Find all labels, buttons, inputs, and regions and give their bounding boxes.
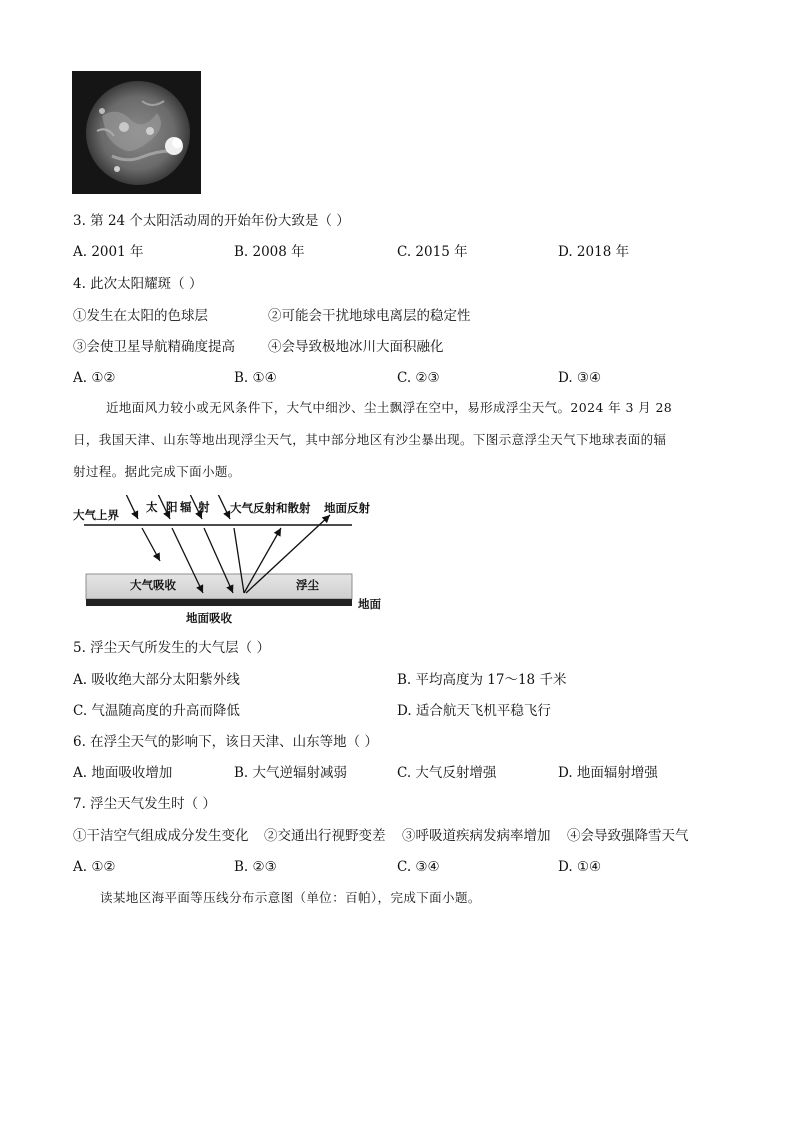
label-reflect-scatter: 大气反射和散射 xyxy=(230,501,311,515)
q6-option-a[interactable]: A. 地面吸收增加 xyxy=(73,765,173,781)
q4-option-b[interactable]: B. ①④ xyxy=(234,370,277,386)
q7-statement-3: ③呼吸道疾病发病率增加 xyxy=(402,828,551,844)
q3-option-c[interactable]: C. 2015 年 xyxy=(397,244,468,260)
label-sun-4: 射 xyxy=(198,500,210,514)
q3-option-a[interactable]: A. 2001 年 xyxy=(73,244,144,260)
label-dust: 浮尘 xyxy=(296,578,319,592)
label-upper-atmosphere: 大气上界 xyxy=(73,508,119,522)
q4-stem: 4. 此次太阳耀斑（ ） xyxy=(73,276,203,292)
q4-statement-2: ②可能会干扰地球电离层的稳定性 xyxy=(268,308,471,324)
q5-option-a[interactable]: A. 吸收绝大部分太阳紫外线 xyxy=(73,672,240,688)
q7-option-d[interactable]: D. ①④ xyxy=(558,859,602,875)
label-ground-reflect: 地面反射 xyxy=(324,501,370,515)
q7-statement-1: ①干洁空气组成成分发生变化 xyxy=(73,828,249,844)
q5-option-b[interactable]: B. 平均高度为 17～18 千米 xyxy=(397,672,567,688)
q3-option-b[interactable]: B. 2008 年 xyxy=(234,244,305,260)
q4-option-a[interactable]: A. ①② xyxy=(73,370,116,386)
q5-option-d[interactable]: D. 适合航天飞机平稳飞行 xyxy=(397,703,551,719)
label-atmos-absorb: 大气吸收 xyxy=(130,578,176,592)
q4-option-c[interactable]: C. ②③ xyxy=(397,370,440,386)
radiation-diagram xyxy=(68,495,388,630)
q7-statement-4: ④会导致强降雪天气 xyxy=(567,828,689,844)
q5-stem: 5. 浮尘天气所发生的大气层（ ） xyxy=(73,640,270,656)
q6-stem: 6. 在浮尘天气的影响下，该日天津、山东等地（ ） xyxy=(73,734,378,750)
sun-flare-photo xyxy=(72,71,201,194)
next-passage: 读某地区海平面等压线分布示意图（单位：百帕），完成下面小题。 xyxy=(100,890,481,905)
q7-statement-2: ②交通出行视野变差 xyxy=(264,828,386,844)
q6-option-c[interactable]: C. 大气反射增强 xyxy=(397,765,497,781)
q3-option-d[interactable]: D. 2018 年 xyxy=(558,244,630,260)
q4-option-d[interactable]: D. ③④ xyxy=(558,370,602,386)
label-ground: 地面 xyxy=(358,597,381,611)
q4-statement-4: ④会导致极地冰川大面积融化 xyxy=(268,339,444,355)
label-sun-1: 太 xyxy=(146,500,158,514)
q7-option-a[interactable]: A. ①② xyxy=(73,859,116,875)
q5-option-c[interactable]: C. 气温随高度的升高而降低 xyxy=(73,703,240,719)
q4-statement-1: ①发生在太阳的色球层 xyxy=(73,308,208,324)
q7-option-c[interactable]: C. ③④ xyxy=(397,859,440,875)
label-ground-absorb: 地面吸收 xyxy=(186,611,232,625)
label-sun-2: 阳 xyxy=(166,500,178,514)
q7-option-b[interactable]: B. ②③ xyxy=(234,859,277,875)
q7-stem: 7. 浮尘天气发生时（ ） xyxy=(73,796,216,812)
passage-line-3: 射过程。据此完成下面小题。 xyxy=(73,464,241,479)
passage-line-2: 日，我国天津、山东等地出现浮尘天气，其中部分地区有沙尘暴出现。下图示意浮尘天气下地球表面的辐 xyxy=(73,432,667,447)
q6-option-d[interactable]: D. 地面辐射增强 xyxy=(558,765,658,781)
q4-statement-3: ③会使卫星导航精确度提高 xyxy=(73,339,235,355)
label-sun-3: 辐 xyxy=(180,500,192,514)
passage-line-1: 近地面风力较小或无风条件下，大气中细沙、尘土飘浮在空中，易形成浮尘天气。2024 年 3 月 28 xyxy=(106,400,673,415)
q3-stem: 3. 第 24 个太阳活动周的开始年份大致是（ ） xyxy=(73,213,350,229)
q6-option-b[interactable]: B. 大气逆辐射减弱 xyxy=(234,765,348,781)
